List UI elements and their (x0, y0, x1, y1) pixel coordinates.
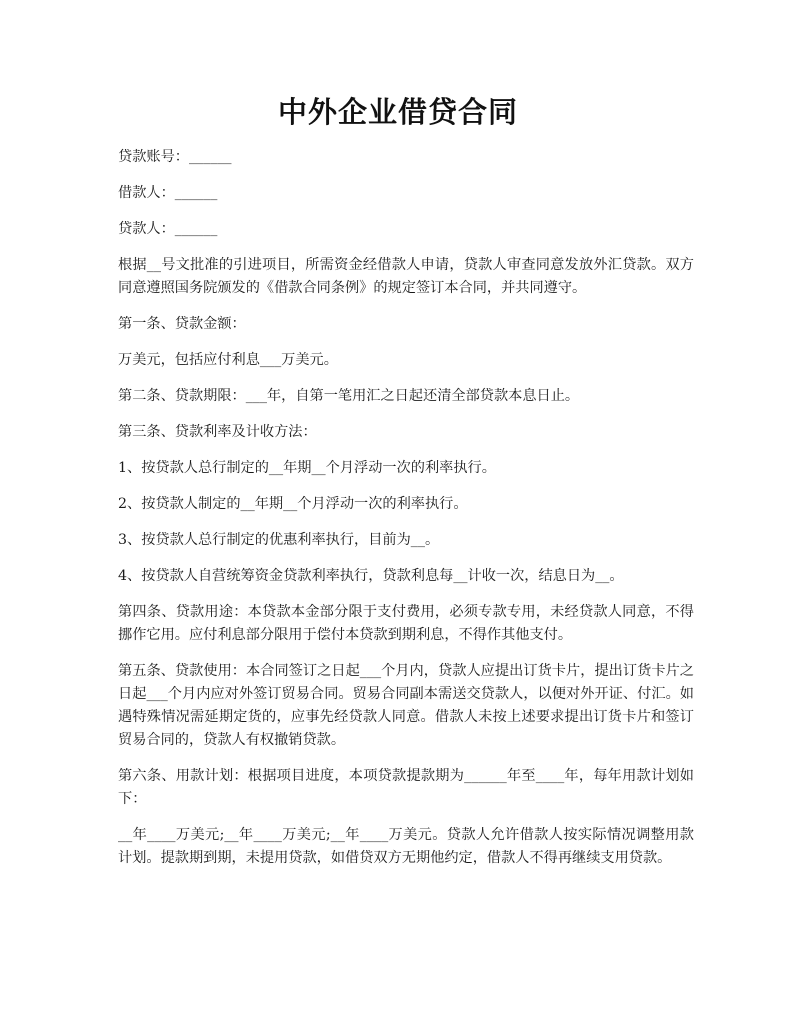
field-borrower: 借款人：______ (118, 185, 218, 201)
article-3-heading: 第三条、贷款利率及计收方法： (118, 424, 317, 440)
article-3-item-2: 2、按贷款人制定的__年期__个月浮动一次的利率执行。 (118, 496, 468, 512)
article-6-plan: __年____万美元;__年____万美元;__年____万美元。贷款人允许借款人按实际情况调整用款计划。提款期到期，未提用贷款，如借贷双方无期他约定，借款人不得再继续支用贷款。 (118, 827, 694, 866)
article-1-body: 万美元，包括应付利息___万美元。 (118, 352, 338, 368)
article-3-item-1: 1、按贷款人总行制定的__年期__个月浮动一次的利率执行。 (118, 460, 496, 476)
article-3-item-3: 3、按贷款人总行制定的优惠利率执行，目前为__。 (118, 532, 440, 548)
article-1-heading: 第一条、贷款金额： (118, 316, 246, 332)
article-5: 第五条、贷款使用：本合同签订之日起___个月内，贷款人应提出订货卡片，提出订货卡片之日起___个月内应对外签订贸易合同。贸易合同副本需送交贷款人，以便对外开证、付汇。如遇特殊情况需延期定货的，应事先经贷款人同意。借款人未按上述要求提出订货卡片和签订贸易合同的，贷款人有权撤销贷款。 (118, 663, 694, 748)
article-3-item-4: 4、按贷款人自营统筹资金贷款利率执行，贷款利息每__计收一次，结息日为__。 (118, 568, 624, 584)
document-body (118, 146, 694, 883)
preamble-paragraph: 根据__号文批准的引进项目，所需资金经借款人申请，贷款人审查同意发放外汇贷款。双方同意遵照国务院颁发的《借款合同条例》的规定签订本合同，并共同遵守。 (118, 257, 694, 296)
article-6: 第六条、用款计划：根据项目进度，本项贷款提款期为______年至____年，每年用款计划如下： (118, 768, 694, 807)
field-loan-account: 贷款账号：______ (118, 149, 232, 165)
document-title: 中外企业借贷合同 (277, 95, 518, 129)
article-2: 第二条、贷款期限：___年，自第一笔用汇之日起还清全部贷款本息日止。 (118, 388, 580, 404)
article-4: 第四条、贷款用途：本贷款本金部分限于支付费用，必须专款专用，未经贷款人同意，不得挪作它用。应付利息部分限用于偿付本贷款到期利息，不得作其他支付。 (118, 604, 694, 643)
field-lender: 贷款人：______ (118, 221, 218, 237)
